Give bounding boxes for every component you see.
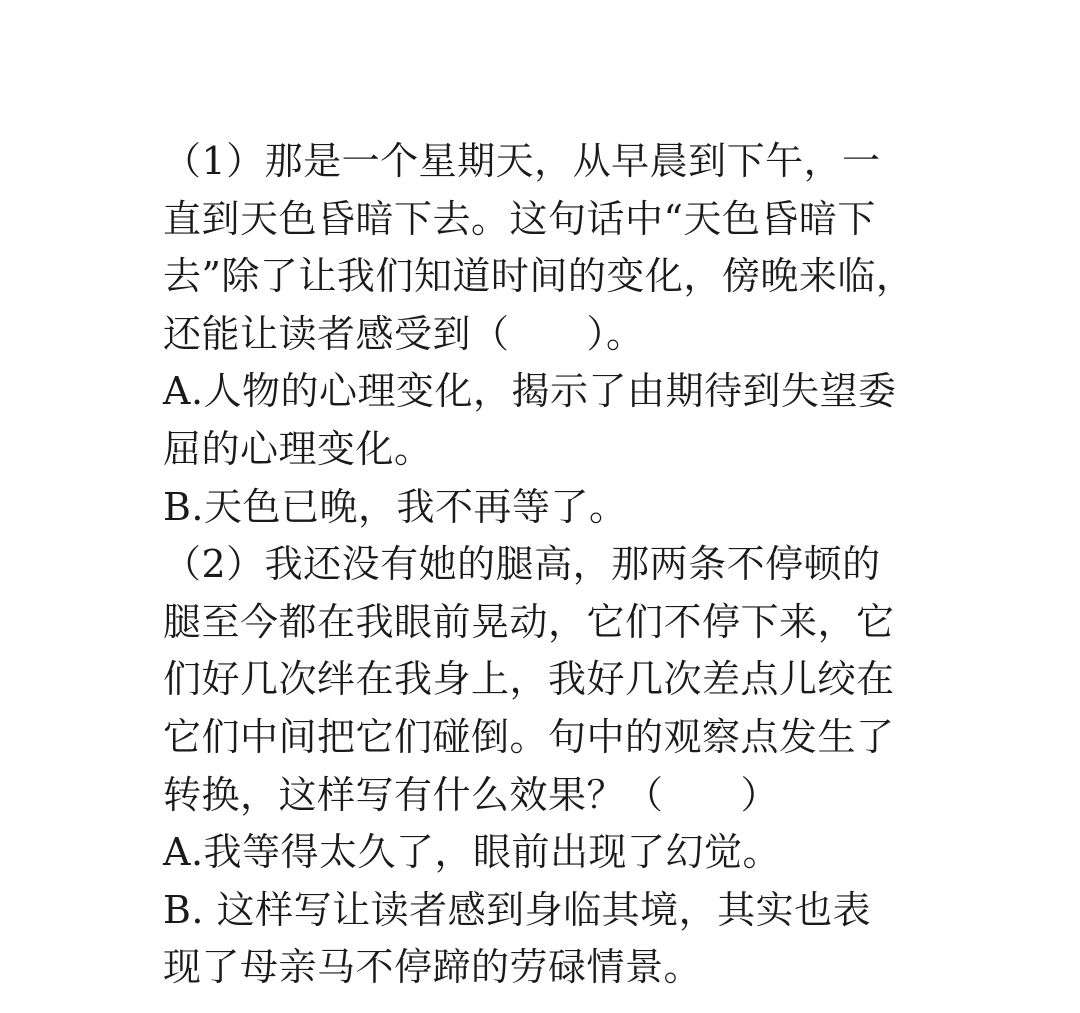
question-2-option-b-line-2: 现了母亲马不停蹄的劳碌情景。 — [163, 945, 703, 990]
question-1-option-a-line-2: 屈的心理变化。 — [163, 426, 433, 471]
question-1-option-a-line-1: A.人物的心理变化，揭示了由期待到失望委 — [163, 369, 897, 414]
question-text-block — [163, 133, 923, 997]
question-2-line-2: 腿至今都在我眼前晃动，它们不停下来，它 — [163, 599, 895, 644]
question-2-line-4: 它们中间把它们碰倒。句中的观察点发生了 — [163, 714, 895, 759]
question-2-line-5: 转换，这样写有什么效果？（ ） — [163, 772, 780, 817]
question-2-line-1: （2）我还没有她的腿高，那两条不停顿的 — [163, 542, 881, 587]
question-2-line-3: 们好几次绊在我身上，我好几次差点儿绞在 — [163, 657, 895, 702]
question-2-option-b-line-1: B. 这样写让读者感到身临其境，其实也表 — [163, 887, 872, 932]
question-1-option-b: B.天色已晚，我不再等了。 — [163, 484, 628, 529]
question-1-line-3: 去”除了让我们知道时间的变化，傍晚来临， — [163, 254, 915, 299]
question-1-line-1: （1）那是一个星期天，从早晨到下午，一 — [163, 139, 881, 183]
question-1-line-4: 还能让读者感受到（ ）。 — [163, 311, 645, 356]
question-1-line-2: 直到天色昏暗下去。这句话中“天色昏暗下 — [163, 196, 876, 241]
question-2-option-a: A.我等得太久了，眼前出现了幻觉。 — [163, 830, 782, 875]
